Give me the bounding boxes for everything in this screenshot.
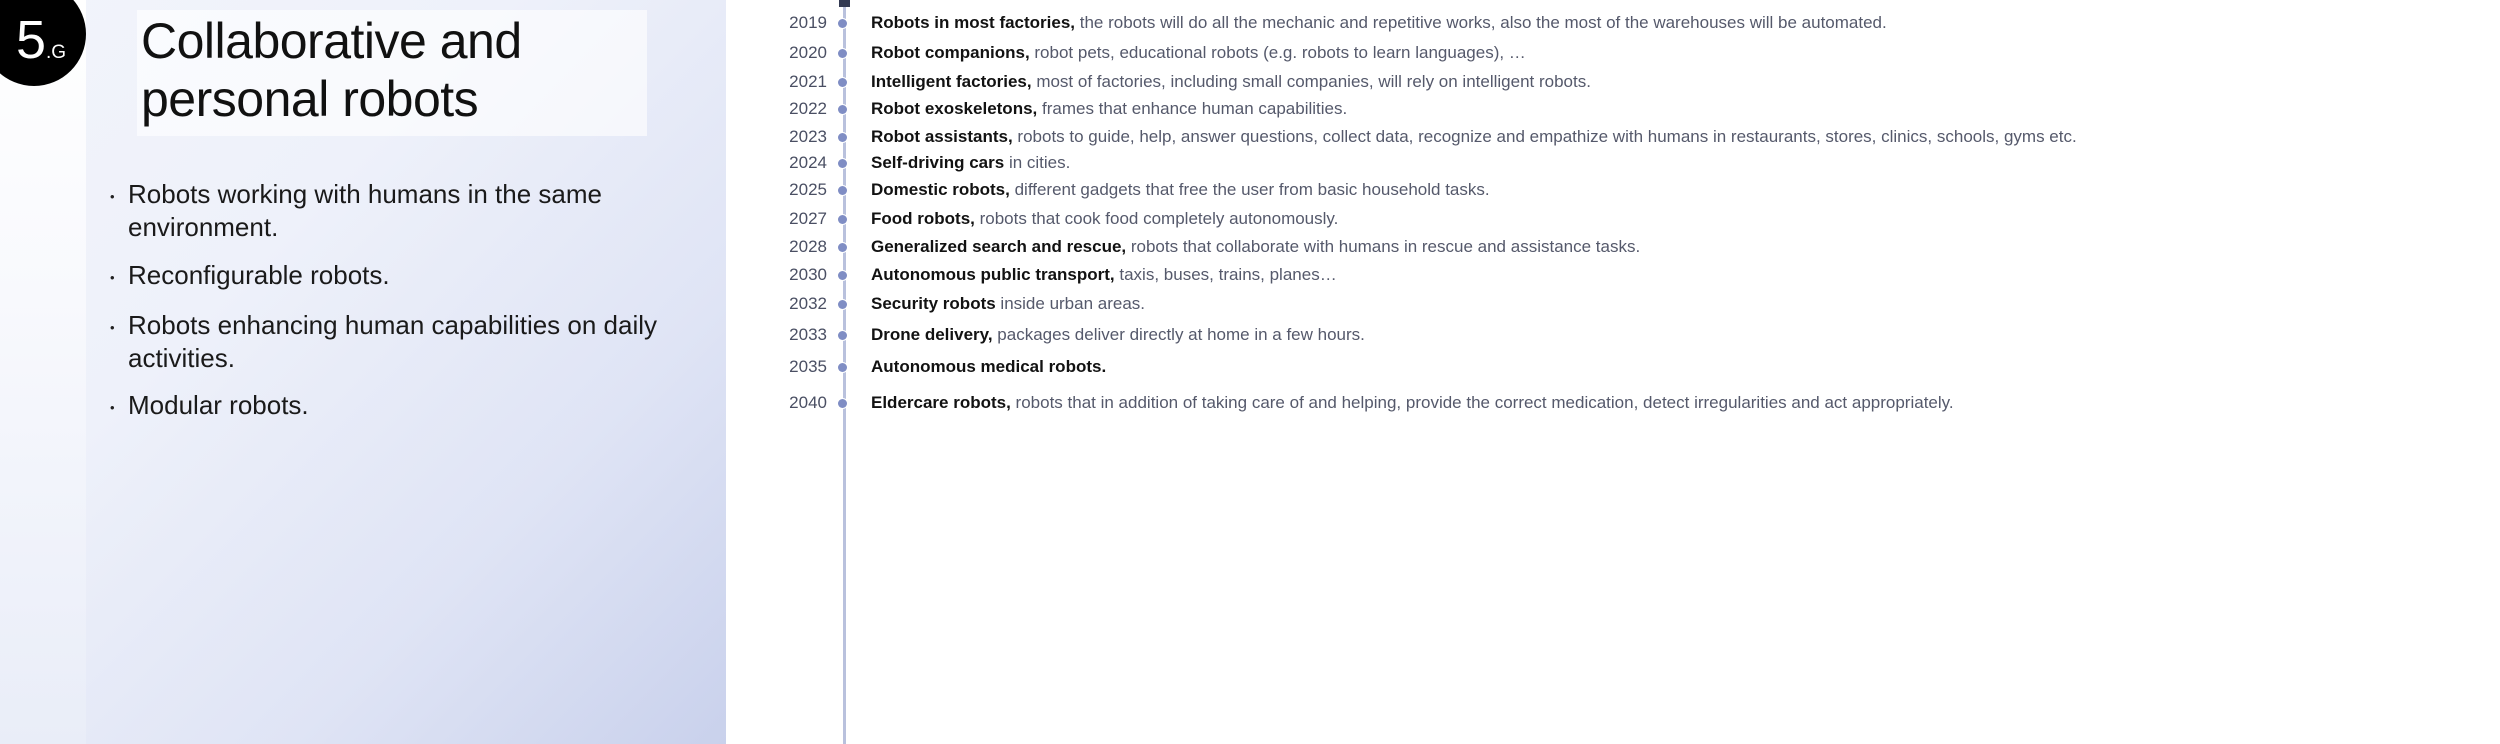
timeline-item: [726, 322, 2486, 348]
list-item: [110, 259, 680, 295]
timeline-item-text: [871, 234, 1640, 260]
timeline-item-text: [871, 291, 1145, 317]
section-number: 5: [15, 10, 45, 70]
timeline-item: [726, 10, 2486, 36]
timeline-item-year: 2024: [789, 153, 827, 172]
timeline-dot-icon: [838, 105, 847, 114]
timeline-item-description: in cities.: [1004, 153, 1071, 172]
timeline-item-lead: Robots in most factories,: [871, 13, 1076, 32]
timeline-item-year: 2025: [789, 180, 827, 199]
bullet-icon: •: [110, 189, 115, 204]
timeline-item: [726, 390, 2486, 416]
timeline-item-year: 2019: [789, 13, 827, 32]
left-edge-strip: [0, 0, 86, 744]
timeline-dot-icon: [838, 19, 847, 28]
list-item: [110, 178, 680, 245]
timeline-dot-icon: [838, 300, 847, 309]
bullet-icon: •: [110, 400, 115, 416]
timeline-item: [726, 124, 2486, 150]
timeline-item-text: [871, 262, 1337, 288]
timeline-item-description: the robots will do all the mechanic and repetitive works, also the most of the warehouses will be automated.: [1075, 13, 1887, 32]
timeline-panel: [726, 0, 2500, 744]
timeline-item-description: taxis, buses, trains, planes…: [1114, 265, 1337, 284]
timeline-dot-icon: [838, 215, 847, 224]
timeline-item-lead: Security robots: [871, 294, 996, 313]
timeline-dot-icon: [838, 159, 847, 168]
timeline-item: [726, 206, 2486, 232]
bullet-text: Robots enhancing human capabilities on daily activities.: [128, 309, 658, 373]
timeline-item-year: 2023: [789, 127, 827, 146]
timeline-item: [726, 262, 2486, 288]
timeline-dot-icon: [838, 133, 847, 142]
timeline-item-lead: Intelligent factories,: [871, 72, 1032, 91]
timeline-item-description: robots that cook food completely autonomously.: [974, 209, 1339, 228]
timeline-item-text: [871, 96, 1347, 122]
timeline-item-lead: Eldercare robots,: [871, 393, 1011, 412]
list-item: [110, 309, 680, 376]
timeline-item-description: robots that in addition of taking care of and helping, provide the correct medication, detect irregularities and act appropriately.: [1010, 393, 1954, 412]
timeline-item: [726, 234, 2486, 260]
list-item: [110, 389, 680, 425]
timeline-item-lead: Robot exoskeletons,: [871, 99, 1038, 118]
bullet-icon: •: [110, 319, 115, 335]
timeline-item-description: robots that collaborate with humans in rescue and assistance tasks.: [1126, 237, 1641, 256]
timeline-item-description: different gadgets that free the user from basic household tasks.: [1009, 180, 1490, 199]
timeline-item-lead: Robot assistants,: [871, 127, 1013, 146]
timeline-item: [726, 69, 2486, 95]
timeline-dot-icon: [838, 78, 847, 87]
timeline-item-text: [871, 69, 1591, 95]
timeline-item: [726, 40, 2486, 66]
timeline-item-text: [871, 354, 1106, 380]
timeline-item: [726, 96, 2486, 122]
timeline-item-description: packages deliver directly at home in a few hours.: [992, 325, 1365, 344]
timeline-item-year: 2040: [789, 393, 827, 412]
page-title: [137, 10, 647, 136]
timeline-item-year: 2020: [789, 43, 827, 62]
timeline-item-lead: Drone delivery,: [871, 325, 993, 344]
timeline-dot-icon: [838, 243, 847, 252]
timeline-item-year: 2021: [789, 72, 827, 91]
timeline-item-lead: Robot companions,: [871, 43, 1030, 62]
timeline-item-year: 2032: [789, 294, 827, 313]
timeline-item-description: robots to guide, help, answer questions, collect data, recognize and empathize with humans in restaurants, stores, clinics, schools, gyms etc.: [1012, 127, 2077, 146]
timeline-item: [726, 354, 2486, 380]
page-title-line-1: Collaborative and: [141, 13, 522, 69]
timeline-item-text: [871, 40, 1526, 66]
timeline-item: [726, 177, 2486, 203]
timeline-axis-cap: [839, 0, 850, 7]
timeline-item-year: 2028: [789, 237, 827, 256]
timeline-dot-icon: [838, 186, 847, 195]
timeline-item-text: [871, 206, 1338, 232]
timeline-item-year: 2030: [789, 265, 827, 284]
timeline-item-lead: Generalized search and rescue,: [871, 237, 1127, 256]
timeline-item-text: [871, 124, 2077, 150]
timeline-item-description: frames that enhance human capabilities.: [1037, 99, 1348, 118]
bullet-icon: •: [110, 269, 115, 285]
bullet-text: Reconfigurable robots.: [128, 259, 390, 290]
timeline-item-text: [871, 390, 1954, 416]
timeline-item-lead: Food robots,: [871, 209, 975, 228]
bullet-text: Modular robots.: [128, 390, 309, 421]
timeline-item-year: 2022: [789, 99, 827, 118]
timeline-item-year: 2033: [789, 325, 827, 344]
timeline-item-text: [871, 177, 1490, 203]
timeline-item-year: 2027: [789, 209, 827, 228]
timeline-dot-icon: [838, 271, 847, 280]
timeline-item-lead: Autonomous medical robots.: [871, 357, 1107, 376]
timeline-dot-icon: [838, 399, 847, 408]
timeline-item-lead: Autonomous public transport,: [871, 265, 1115, 284]
timeline-dot-icon: [838, 331, 847, 340]
timeline-item-lead: Self-driving cars: [871, 153, 1005, 172]
timeline-item-description: robot pets, educational robots (e.g. robots to learn languages), …: [1029, 43, 1526, 62]
timeline-dot-icon: [838, 363, 847, 372]
timeline-item: [726, 291, 2486, 317]
left-panel: [0, 0, 726, 744]
timeline-item-description: inside urban areas.: [995, 294, 1146, 313]
timeline-item-year: 2035: [789, 357, 827, 376]
timeline-dot-icon: [838, 49, 847, 58]
timeline-item-text: [871, 322, 1365, 348]
timeline-item: [726, 150, 2486, 176]
section-number-suffix: .G: [45, 42, 67, 63]
section-number-badge-inner: [15, 10, 67, 70]
page-title-line-2: personal robots: [141, 71, 479, 127]
bullet-list: [110, 178, 680, 439]
timeline-item-description: most of factories, including small companies, will rely on intelligent robots.: [1031, 72, 1591, 91]
timeline-item-text: [871, 10, 1887, 36]
bullet-text: Robots working with humans in the same environment.: [128, 179, 603, 243]
timeline-item-lead: Domestic robots,: [871, 180, 1010, 199]
timeline-item-text: [871, 150, 1070, 176]
